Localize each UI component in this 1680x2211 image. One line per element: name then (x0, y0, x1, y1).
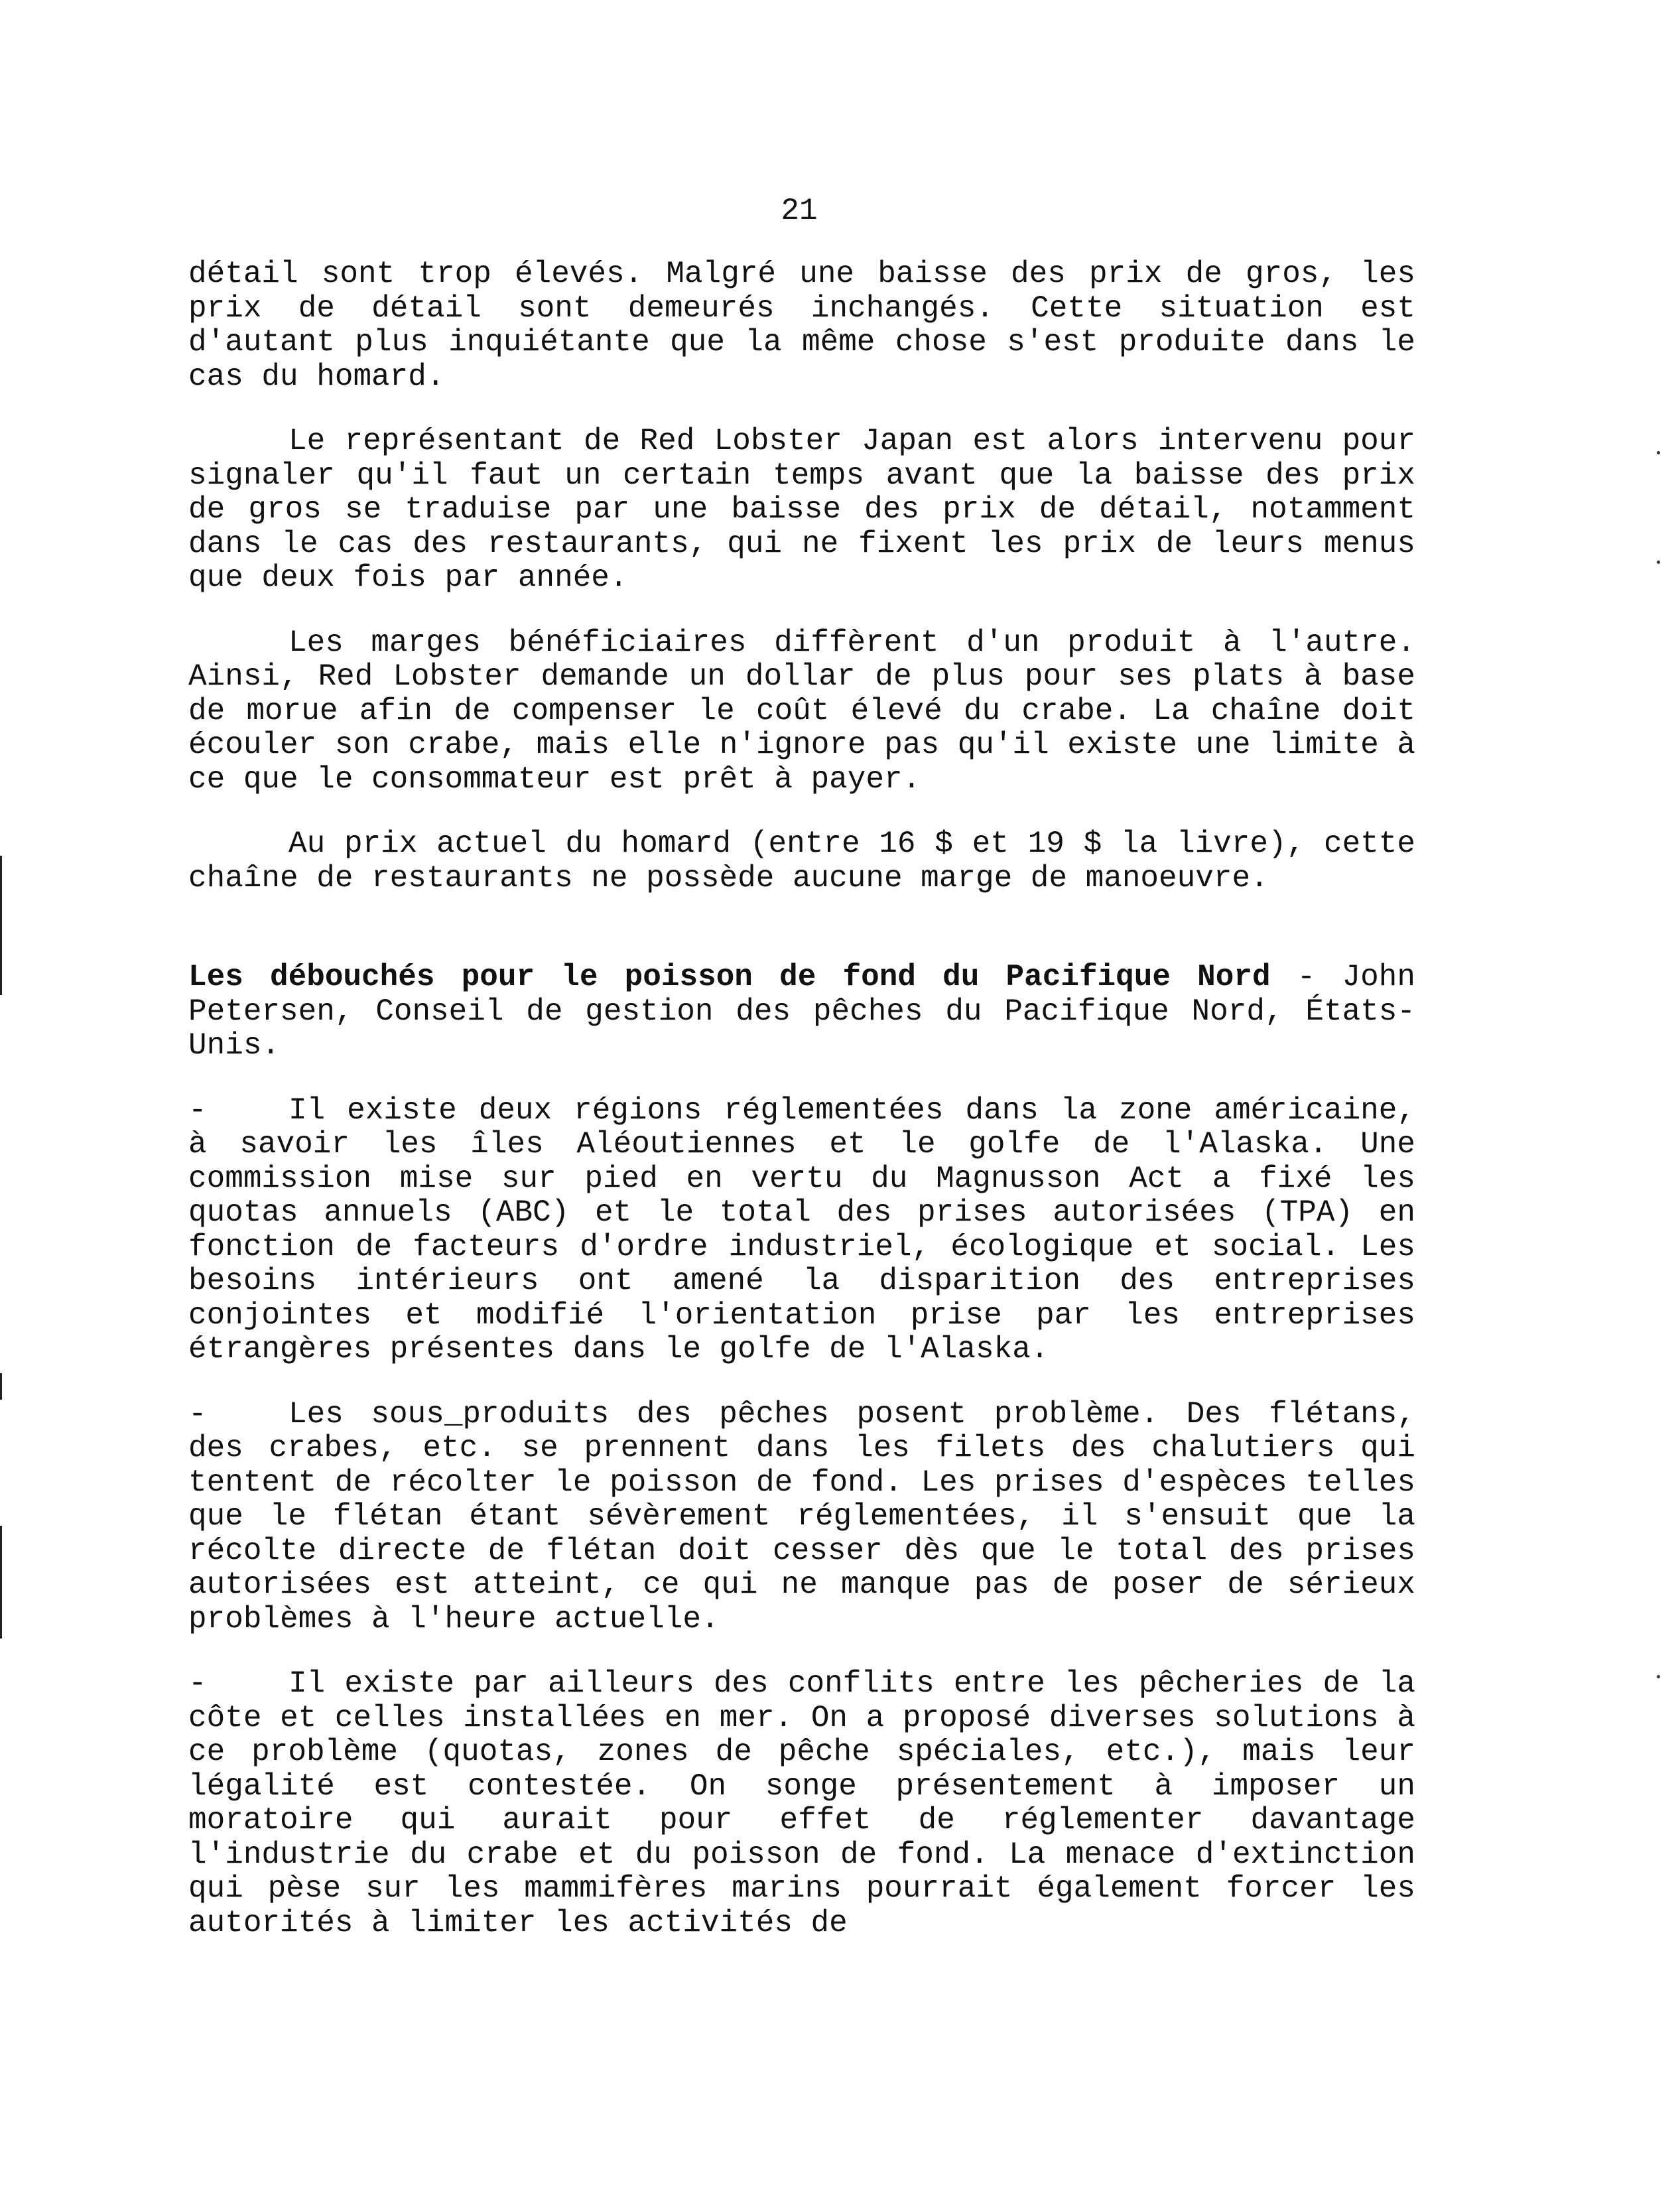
section-title: Les débouchés pour le poisson de fond du Pacifique Nord (188, 960, 1271, 994)
bullet-marker: - (188, 1666, 207, 1701)
scan-edge-mark (0, 1373, 2, 1400)
paragraph-red-lobster-japan: Le représentant de Red Lobster Japan est alors intervenu pour signaler qu'il faut un certain temps avant que la baisse des prix de gros se traduise par une baisse des prix de détail, notamment dans le cas des restaurants, qui ne fixent les prix de leurs menus que deux fois par année. (188, 424, 1415, 595)
scan-speck (1657, 561, 1660, 564)
bullet-marker: - (188, 1093, 207, 1128)
bullet-text: Les sous_produits des pêches posent problème. Des flétans, des crabes, etc. se prennent dans les filets des chalutiers qui tentent de récolter le poisson de fond. Les prises d'espèces telles que le flétan étant sévèrement réglementées, il s'ensuit que la récolte directe de flétan doit cesser dès que le total des prises autorisées est atteint, ce qui ne manque pas de poser de sérieux problèmes à l'heure actuelle. (188, 1396, 1415, 1637)
scan-edge-mark (0, 1526, 2, 1639)
scan-edge-mark (0, 856, 2, 995)
bullet-text: Il existe deux régions réglementées dans la zone américaine, à savoir les îles Aléoutiennes et le golfe de l'Alaska. Une commission mise sur pied en vertu du Magnusson Act a fixé les quotas annuels (ABC) et le total des prises autorisées (TPA) en fonction de facteurs d'ordre industriel, écologique et social. Les besoins intérieurs ont amené la disparition des entreprises conjointes et modifié l'orientation prise par les entreprises étrangères présentes dans le golfe de l'Alaska. (188, 1093, 1415, 1367)
page-number: 21 (781, 194, 818, 228)
paragraph-lobster-price: Au prix actuel du homard (entre 16 $ et 19 $ la livre), cette chaîne de restaurants ne possède aucune marge de manoeuvre. (188, 827, 1415, 896)
paragraph-continuation: détail sont trop élevés. Malgré une baisse des prix de gros, les prix de détail sont demeurés inchangés. Cette situation est d'autant plus inquiétante que la même chose s'est produite dans le cas du homard. (188, 257, 1415, 394)
bullet-marker: - (188, 1396, 207, 1432)
bullet-item (188, 1667, 1415, 1940)
scan-speck (1657, 451, 1660, 454)
paragraph-profit-margins: Les marges bénéficiaires diffèrent d'un produit à l'autre. Ainsi, Red Lobster demande un dollar de plus pour ses plats à base de morue afin de compenser le coût élevé du crabe. La chaîne doit écouler son crabe, mais elle n'ignore pas qu'il existe une limite à ce que le consommateur est prêt à payer. (188, 625, 1415, 797)
bullet-item (188, 1094, 1415, 1367)
bullet-item (188, 1398, 1415, 1637)
bullet-text: Il existe par ailleurs des conflits entre les pêcheries de la côte et celles installées en mer. On a proposé diverses solutions à ce problème (quotas, zones de pêche spéciales, etc.), mais leur légalité est contestée. On songe présentement à imposer un moratoire qui aurait pour effet de réglementer davantage l'industrie du crabe et du poisson de fond. La menace d'extinction qui pèse sur les mammifères marins pourrait également forcer les autorités à limiter les activités de (188, 1666, 1415, 1940)
section-byline: - John Petersen, Conseil de gestion des pêches du Pacifique Nord, États-Unis. (188, 960, 1415, 1063)
scan-speck (1657, 1675, 1660, 1678)
section-heading (188, 961, 1415, 1063)
document-body (188, 257, 1415, 1940)
